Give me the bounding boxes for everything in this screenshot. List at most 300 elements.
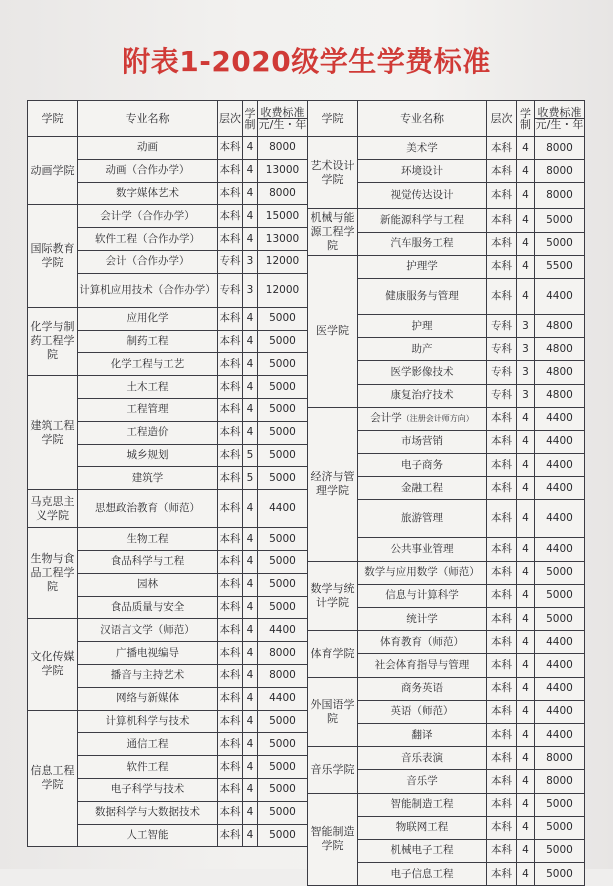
fee-cell: 4400 (535, 700, 585, 723)
major-cell (358, 209, 487, 232)
header-row (28, 101, 308, 137)
major-cell (78, 801, 218, 824)
header-major: 专业名称 (78, 101, 218, 137)
major-cell (78, 273, 218, 307)
major-cell (78, 228, 218, 251)
fee-cell: 5000 (258, 528, 308, 551)
years-cell: 4 (243, 159, 258, 182)
years-cell: 4 (517, 137, 535, 160)
major-name: 播音与主持艺术 (110, 669, 185, 682)
years-cell: 3 (243, 250, 258, 273)
major-cell (358, 839, 487, 862)
fee-cell: 12000 (258, 273, 308, 307)
years-cell: 4 (517, 278, 535, 314)
level-cell: 本科 (218, 490, 243, 528)
major-name: 助产 (411, 342, 433, 355)
fee-cell: 5000 (535, 863, 585, 886)
fee-cell: 4400 (258, 490, 308, 528)
major-name: 会计学 (370, 412, 402, 425)
years-cell: 4 (517, 654, 535, 677)
major-cell (78, 642, 218, 665)
level-cell: 本科 (487, 137, 517, 160)
fee-cell: 4800 (535, 384, 585, 407)
level-cell: 本科 (218, 467, 243, 490)
fee-cell: 8000 (535, 747, 585, 770)
major-name: 会计（合作办学） (105, 255, 190, 268)
major-cell (358, 314, 487, 337)
major-cell (358, 816, 487, 839)
table-row (308, 793, 585, 816)
fee-cell: 8000 (258, 664, 308, 687)
college-cell: 经济与管理学院 (308, 407, 358, 561)
years-cell: 4 (517, 839, 535, 862)
level-cell: 本科 (487, 747, 517, 770)
level-cell: 专科 (487, 384, 517, 407)
major-name: 音乐学 (406, 774, 438, 787)
fee-cell: 4400 (258, 619, 308, 642)
fee-cell: 5000 (535, 561, 585, 584)
level-cell: 本科 (487, 209, 517, 232)
college-cell: 体育学院 (308, 631, 358, 677)
major-name: 护理学 (406, 260, 438, 273)
years-cell: 3 (243, 273, 258, 307)
years-cell: 4 (243, 376, 258, 399)
fee-cell: 5000 (258, 550, 308, 573)
major-cell (78, 467, 218, 490)
years-cell: 4 (243, 528, 258, 551)
major-cell (358, 770, 487, 793)
major-cell (78, 307, 218, 330)
major-name: 工程造价 (126, 426, 169, 439)
years-cell: 4 (517, 255, 535, 278)
major-cell (358, 700, 487, 723)
level-cell: 本科 (218, 778, 243, 801)
level-cell: 本科 (487, 160, 517, 183)
years-cell: 4 (517, 183, 535, 209)
level-cell: 本科 (487, 183, 517, 209)
major-name: 医学影像技术 (390, 365, 454, 378)
level-cell: 本科 (487, 770, 517, 793)
major-cell (358, 160, 487, 183)
header-years-top: 学 (244, 106, 256, 120)
fee-cell: 5000 (258, 376, 308, 399)
fee-cell: 5000 (535, 608, 585, 631)
header-years-top: 学 (520, 106, 531, 120)
college-cell: 医学院 (308, 255, 358, 407)
years-cell: 4 (243, 353, 258, 376)
major-name: 人工智能 (126, 828, 169, 841)
major-name: 翻译 (411, 728, 433, 741)
college-cell: 国际教育学院 (28, 205, 78, 307)
major-name: 建筑学 (131, 471, 164, 484)
major-name: 应用化学 (126, 312, 169, 325)
major-name: 英语（师范） (390, 705, 454, 718)
fee-cell: 5000 (258, 756, 308, 779)
major-cell (358, 137, 487, 160)
major-name: 环境设计 (401, 164, 443, 177)
college-cell: 文化传媒学院 (28, 619, 78, 710)
major-cell (358, 454, 487, 477)
level-cell: 本科 (218, 228, 243, 251)
level-cell: 本科 (487, 430, 517, 453)
major-name: 汉语言文学（师范） (100, 623, 195, 636)
level-cell: 本科 (218, 307, 243, 330)
major-cell (358, 407, 487, 430)
years-cell: 4 (517, 863, 535, 886)
major-name: 康复治疗技术 (390, 389, 454, 402)
table-row (308, 407, 585, 430)
level-cell: 本科 (487, 584, 517, 607)
years-cell: 4 (243, 307, 258, 330)
major-name: 通信工程 (126, 737, 169, 750)
fee-cell: 4400 (535, 278, 585, 314)
major-cell (358, 723, 487, 746)
header-row (308, 101, 585, 137)
fee-cell: 4400 (535, 500, 585, 538)
major-name: 化学工程与工艺 (110, 357, 185, 370)
level-cell: 本科 (487, 631, 517, 654)
major-name: 社会体育指导与管理 (374, 658, 470, 671)
level-cell: 本科 (487, 538, 517, 561)
fee-cell: 5000 (258, 733, 308, 756)
fee-cell: 12000 (258, 250, 308, 273)
major-name: 动画（合作办学） (105, 164, 190, 177)
fee-cell: 8000 (258, 182, 308, 205)
fee-cell: 8000 (535, 137, 585, 160)
major-name: 计算机应用技术（合作办学） (79, 283, 216, 296)
major-cell (358, 793, 487, 816)
major-name: 机械电子工程 (390, 844, 454, 857)
years-cell: 4 (243, 801, 258, 824)
college-cell: 机械与能源工程学院 (308, 209, 358, 255)
years-cell: 3 (517, 384, 535, 407)
fee-cell: 5000 (258, 467, 308, 490)
table-row (28, 710, 308, 733)
major-cell (78, 159, 218, 182)
college-cell: 音乐学院 (308, 747, 358, 793)
table-row (28, 490, 308, 528)
fee-cell: 5000 (258, 824, 308, 847)
years-cell: 5 (243, 444, 258, 467)
header-fee (535, 101, 585, 137)
header-fee-bottom: 元/生・年 (258, 118, 307, 131)
major-cell (78, 619, 218, 642)
years-cell: 4 (243, 756, 258, 779)
major-cell (78, 756, 218, 779)
major-name: 信息与计算科学 (385, 589, 459, 602)
fee-cell: 8000 (535, 770, 585, 793)
level-cell: 本科 (218, 205, 243, 228)
college-cell: 信息工程学院 (28, 710, 78, 847)
major-cell (358, 608, 487, 631)
major-name: 软件工程（合作办学） (95, 232, 200, 245)
major-cell (358, 654, 487, 677)
level-cell: 专科 (218, 250, 243, 273)
major-cell (78, 353, 218, 376)
major-name: 美术学 (406, 141, 438, 154)
level-cell: 本科 (218, 137, 243, 160)
major-cell (358, 232, 487, 255)
years-cell: 4 (517, 677, 535, 700)
college-cell: 马克思主义学院 (28, 490, 78, 528)
level-cell: 本科 (218, 353, 243, 376)
level-cell: 本科 (218, 596, 243, 619)
level-cell: 本科 (487, 278, 517, 314)
level-cell: 本科 (487, 700, 517, 723)
major-cell (78, 573, 218, 596)
major-cell (358, 477, 487, 500)
table-row (28, 137, 308, 160)
table-row (28, 619, 308, 642)
level-cell: 专科 (487, 338, 517, 361)
years-cell: 4 (243, 398, 258, 421)
major-cell (358, 584, 487, 607)
major-cell (78, 182, 218, 205)
years-cell: 4 (243, 137, 258, 160)
header-level: 层次 (218, 101, 243, 137)
level-cell: 本科 (487, 561, 517, 584)
major-name: 数学与应用数学（师范） (364, 566, 480, 579)
major-name: 工程管理 (126, 403, 169, 416)
major-note: （注册会计师方向） (401, 414, 474, 424)
level-cell: 本科 (218, 824, 243, 847)
major-name: 健康服务与管理 (385, 289, 459, 302)
fee-cell: 15000 (258, 205, 308, 228)
major-cell (358, 338, 487, 361)
major-name: 网络与新媒体 (116, 692, 179, 705)
level-cell: 本科 (487, 654, 517, 677)
years-cell: 4 (517, 584, 535, 607)
college-cell: 生物与食品工程学院 (28, 528, 78, 619)
header-fee (258, 101, 308, 137)
level-cell: 本科 (487, 477, 517, 500)
fee-cell: 8000 (258, 137, 308, 160)
level-cell: 本科 (487, 407, 517, 430)
fee-cell: 4400 (258, 687, 308, 710)
college-cell: 智能制造学院 (308, 793, 358, 886)
years-cell: 4 (517, 160, 535, 183)
major-name: 市场营销 (401, 435, 443, 448)
major-name: 物联网工程 (395, 821, 449, 834)
header-major: 专业名称 (358, 101, 487, 137)
fee-cell: 5000 (535, 793, 585, 816)
fee-cell: 4400 (535, 654, 585, 677)
years-cell: 4 (517, 793, 535, 816)
years-cell: 4 (243, 228, 258, 251)
header-level: 层次 (487, 101, 517, 137)
level-cell: 本科 (218, 376, 243, 399)
years-cell: 4 (517, 747, 535, 770)
level-cell: 本科 (487, 608, 517, 631)
years-cell: 4 (243, 596, 258, 619)
level-cell: 本科 (218, 444, 243, 467)
major-cell (78, 664, 218, 687)
major-name: 城乡规划 (126, 448, 169, 461)
major-cell (78, 421, 218, 444)
level-cell: 本科 (218, 619, 243, 642)
table-row (308, 631, 585, 654)
major-cell (358, 677, 487, 700)
major-name: 会计学（合作办学） (100, 209, 195, 222)
fee-cell: 5000 (258, 596, 308, 619)
major-name: 视觉传达设计 (390, 189, 454, 202)
major-name: 土木工程 (126, 380, 169, 393)
level-cell: 本科 (487, 723, 517, 746)
fee-cell: 5000 (258, 307, 308, 330)
major-cell (78, 710, 218, 733)
major-cell (78, 205, 218, 228)
major-cell (358, 500, 487, 538)
college-cell: 数学与统计学院 (308, 561, 358, 631)
major-name: 电子科学与技术 (110, 783, 185, 796)
level-cell: 专科 (487, 314, 517, 337)
major-cell (78, 490, 218, 528)
level-cell: 本科 (487, 500, 517, 538)
years-cell: 4 (243, 573, 258, 596)
level-cell: 本科 (487, 677, 517, 700)
fee-cell: 8000 (535, 160, 585, 183)
fee-table-left (27, 100, 308, 847)
major-cell (78, 778, 218, 801)
table-row (28, 307, 308, 330)
major-cell (358, 863, 487, 886)
major-cell (78, 687, 218, 710)
major-name: 动画 (137, 141, 158, 154)
level-cell: 本科 (487, 839, 517, 862)
years-cell: 4 (243, 733, 258, 756)
level-cell: 本科 (218, 710, 243, 733)
years-cell: 4 (243, 490, 258, 528)
level-cell: 本科 (218, 421, 243, 444)
years-cell: 3 (517, 338, 535, 361)
years-cell: 3 (517, 314, 535, 337)
major-cell (358, 183, 487, 209)
fee-cell: 4400 (535, 454, 585, 477)
years-cell: 4 (517, 209, 535, 232)
major-name: 电子信息工程 (390, 867, 454, 880)
level-cell: 本科 (218, 159, 243, 182)
major-name: 统计学 (406, 612, 438, 625)
major-cell (78, 444, 218, 467)
years-cell: 4 (517, 500, 535, 538)
major-name: 音乐表演 (401, 751, 443, 764)
major-cell (78, 733, 218, 756)
table-row (308, 137, 585, 160)
fee-cell: 5000 (258, 573, 308, 596)
fee-cell: 5000 (535, 232, 585, 255)
level-cell: 本科 (218, 642, 243, 665)
table-row (308, 747, 585, 770)
major-name: 制药工程 (126, 334, 169, 347)
years-cell: 4 (243, 664, 258, 687)
fee-table-right (307, 100, 585, 886)
years-cell: 3 (517, 361, 535, 384)
table-row (308, 561, 585, 584)
major-name: 商务英语 (401, 682, 443, 695)
major-cell (78, 376, 218, 399)
level-cell: 本科 (218, 398, 243, 421)
college-cell: 艺术设计学院 (308, 137, 358, 209)
header-fee-bottom: 元/生・年 (535, 118, 584, 131)
major-cell (78, 398, 218, 421)
major-name: 广播电视编导 (116, 646, 179, 659)
major-name: 新能源科学与工程 (380, 213, 464, 226)
college-cell: 动画学院 (28, 137, 78, 205)
level-cell: 本科 (218, 528, 243, 551)
fee-cell: 4400 (535, 677, 585, 700)
fee-cell: 8000 (258, 642, 308, 665)
header-years-bottom: 制 (244, 117, 256, 131)
major-cell (78, 824, 218, 847)
years-cell: 4 (243, 182, 258, 205)
years-cell: 4 (243, 550, 258, 573)
years-cell: 4 (517, 816, 535, 839)
major-name: 智能制造工程 (390, 798, 454, 811)
table-row (308, 255, 585, 278)
major-cell (78, 137, 218, 160)
fee-cell: 5000 (535, 584, 585, 607)
years-cell: 4 (243, 824, 258, 847)
fee-cell: 4400 (535, 723, 585, 746)
level-cell: 本科 (487, 816, 517, 839)
major-name: 园林 (137, 578, 158, 591)
header-college: 学院 (28, 101, 78, 137)
level-cell: 本科 (487, 454, 517, 477)
level-cell: 专科 (218, 273, 243, 307)
fee-cell: 13000 (258, 228, 308, 251)
fee-cell: 4400 (535, 407, 585, 430)
level-cell: 本科 (218, 182, 243, 205)
level-cell: 本科 (218, 687, 243, 710)
years-cell: 4 (517, 561, 535, 584)
major-cell (78, 528, 218, 551)
college-cell: 化学与制药工程学院 (28, 307, 78, 375)
level-cell: 本科 (218, 330, 243, 353)
years-cell: 4 (517, 454, 535, 477)
fee-cell: 4800 (535, 314, 585, 337)
page-title: 附表1-2020级学生学费标准 (122, 45, 491, 78)
major-cell (358, 384, 487, 407)
fee-cell: 4400 (535, 631, 585, 654)
major-cell (78, 596, 218, 619)
table-row (308, 677, 585, 700)
major-name: 护理 (411, 319, 433, 332)
level-cell: 本科 (218, 573, 243, 596)
years-cell: 5 (243, 467, 258, 490)
fee-cell: 4400 (535, 430, 585, 453)
fee-cell: 4800 (535, 361, 585, 384)
fee-cell: 5000 (258, 353, 308, 376)
table-row (28, 376, 308, 399)
years-cell: 4 (517, 538, 535, 561)
major-name: 汽车服务工程 (390, 237, 454, 250)
fee-cell: 5000 (258, 398, 308, 421)
level-cell: 本科 (218, 801, 243, 824)
major-cell (358, 561, 487, 584)
level-cell: 本科 (218, 733, 243, 756)
years-cell: 4 (517, 232, 535, 255)
fee-cell: 5000 (258, 330, 308, 353)
major-cell (358, 631, 487, 654)
major-name: 金融工程 (401, 481, 443, 494)
fee-cell: 5000 (535, 209, 585, 232)
major-name: 食品科学与工程 (110, 555, 185, 568)
header-fee-top: 收费标准 (535, 107, 584, 119)
fee-cell: 4800 (535, 338, 585, 361)
years-cell: 4 (517, 477, 535, 500)
level-cell: 本科 (218, 664, 243, 687)
header-years (243, 101, 258, 137)
